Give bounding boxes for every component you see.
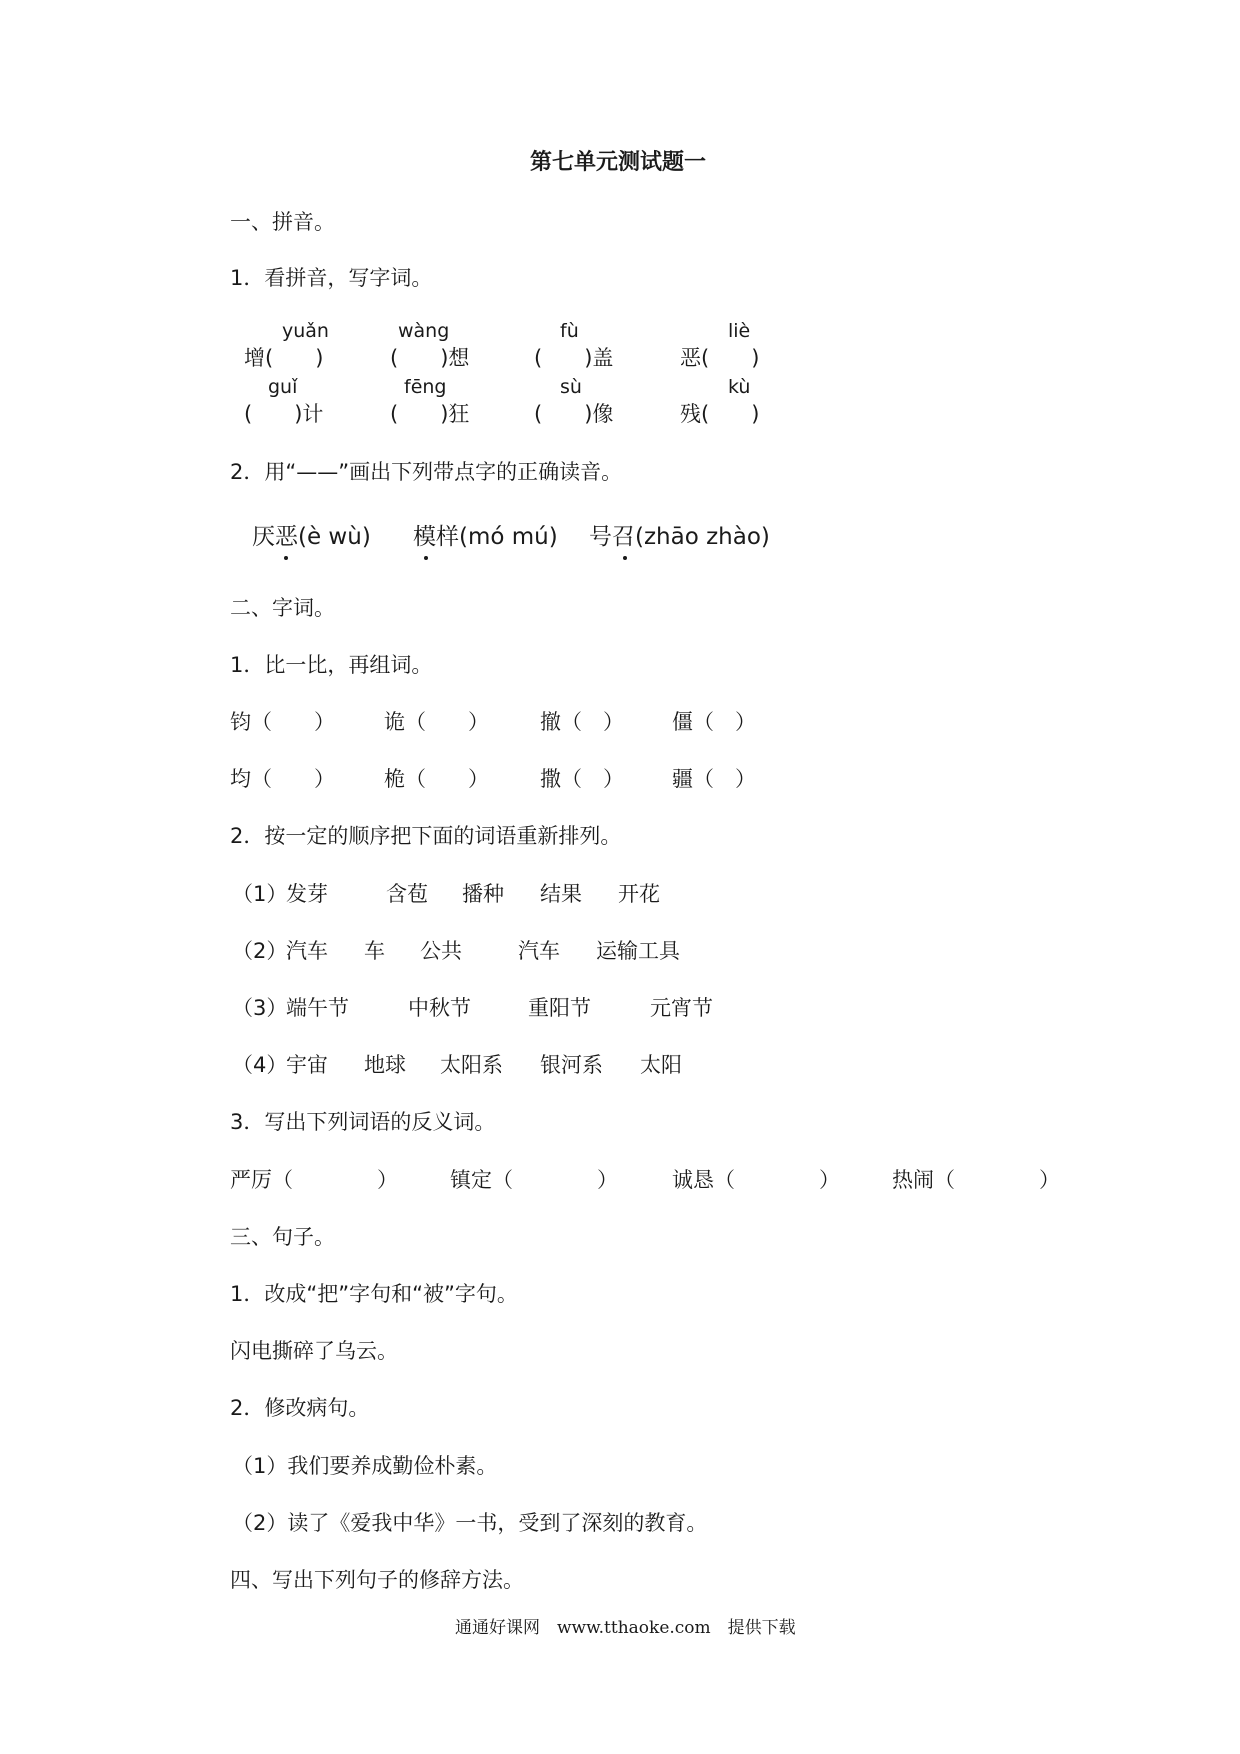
example-sentence: 闪电撕碎了乌云。 xyxy=(230,1339,398,1363)
pinyin-label: guǐ xyxy=(268,376,298,398)
pinyin-label: kù xyxy=(728,376,751,398)
order-word: 发芽 xyxy=(286,882,328,906)
pronunciation-choice: 号召(zhāo zhào) xyxy=(589,524,770,550)
order-word: 汽车 xyxy=(286,939,328,963)
compare-item: 疆（ ） xyxy=(672,767,756,791)
antonym-item: 严厉（ ） xyxy=(230,1168,398,1192)
order-word: 中秋节 xyxy=(408,996,471,1020)
item-number: （2） xyxy=(232,939,288,963)
emphasis-dot xyxy=(424,556,428,560)
sentence-line: （1）我们要养成勤俭朴素。 xyxy=(232,1454,498,1478)
question-prompt: 3．写出下列词语的反义词。 xyxy=(230,1110,496,1134)
question-prompt: 1．比一比，再组词。 xyxy=(230,653,433,677)
fill-blank-item: 增( ) xyxy=(244,346,324,370)
fill-blank-item: ( )狂 xyxy=(390,402,470,426)
order-word: 播种 xyxy=(462,882,504,906)
order-word: 公共 xyxy=(420,939,462,963)
order-word: 宇宙 xyxy=(286,1053,328,1077)
compare-item: 僵（ ） xyxy=(672,710,756,734)
pinyin-label: sù xyxy=(560,376,582,398)
fill-blank-item: ( )计 xyxy=(244,402,324,426)
order-word: 重阳节 xyxy=(528,996,591,1020)
order-word: 开花 xyxy=(618,882,660,906)
question-prompt: 1．改成“把”字句和“被”字句。 xyxy=(230,1282,518,1306)
order-word: 银河系 xyxy=(540,1053,603,1077)
sentence-line: （2）读了《爱我中华》一书，受到了深刻的教育。 xyxy=(232,1511,708,1535)
section-heading-rhetoric: 四、写出下列句子的修辞方法。 xyxy=(230,1568,524,1592)
compare-item: 钧（ ） xyxy=(230,710,335,734)
page-footer: 通通好课网 www.tthaoke.com 提供下载 xyxy=(455,1618,796,1638)
pinyin-label: wàng xyxy=(398,320,450,342)
antonym-item: 诚恳（ ） xyxy=(672,1168,840,1192)
antonym-item: 热闹（ ） xyxy=(892,1168,1060,1192)
compare-item: 桅（ ） xyxy=(384,767,489,791)
pronunciation-choice: 厌恶(è wù) xyxy=(252,524,371,550)
page-title: 第七单元测试题一 xyxy=(530,149,707,175)
emphasis-dot xyxy=(623,556,627,560)
pinyin-label: yuǎn xyxy=(282,320,329,342)
order-word: 结果 xyxy=(540,882,582,906)
order-word: 车 xyxy=(364,939,385,963)
fill-blank-item: ( )想 xyxy=(390,346,470,370)
fill-blank-item: ( )盖 xyxy=(534,346,614,370)
order-word: 运输工具 xyxy=(596,939,680,963)
pinyin-label: fù xyxy=(560,320,579,342)
item-number: （1） xyxy=(232,882,288,906)
compare-item: 撤（ ） xyxy=(540,710,624,734)
fill-blank-item: ( )像 xyxy=(534,402,614,426)
order-word: 端午节 xyxy=(286,996,349,1020)
question-prompt: 2．按一定的顺序把下面的词语重新排列。 xyxy=(230,824,622,848)
pronunciation-choice: 模样(mó mú) xyxy=(413,524,558,550)
emphasis-dot xyxy=(284,556,288,560)
section-heading-pinyin: 一、拼音。 xyxy=(230,210,335,234)
order-word: 太阳系 xyxy=(440,1053,503,1077)
compare-item: 均（ ） xyxy=(230,767,335,791)
order-word: 太阳 xyxy=(640,1053,682,1077)
antonym-item: 镇定（ ） xyxy=(450,1168,618,1192)
order-word: 地球 xyxy=(364,1053,406,1077)
fill-blank-item: 残( ) xyxy=(680,402,760,426)
question-prompt: 1．看拼音，写字词。 xyxy=(230,266,433,290)
order-word: 汽车 xyxy=(518,939,560,963)
section-heading-words: 二、字词。 xyxy=(230,596,335,620)
compare-item: 诡（ ） xyxy=(384,710,489,734)
section-heading-sentences: 三、句子。 xyxy=(230,1225,335,1249)
pinyin-label: liè xyxy=(728,320,751,342)
order-word: 元宵节 xyxy=(650,996,713,1020)
fill-blank-item: 恶( ) xyxy=(680,346,760,370)
order-word: 含苞 xyxy=(386,882,428,906)
item-number: （4） xyxy=(232,1053,288,1077)
question-prompt: 2．用“——”画出下列带点字的正确读音。 xyxy=(230,460,623,484)
item-number: （3） xyxy=(232,996,288,1020)
compare-item: 撒（ ） xyxy=(540,767,624,791)
question-prompt: 2．修改病句。 xyxy=(230,1396,370,1420)
pinyin-label: fēng xyxy=(404,376,447,398)
